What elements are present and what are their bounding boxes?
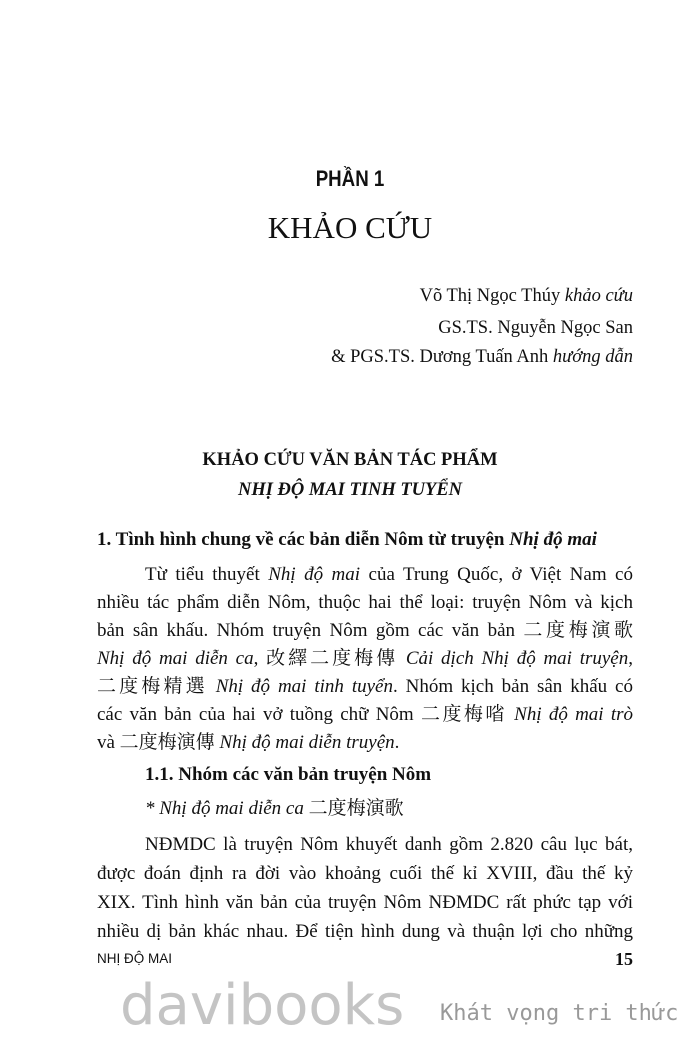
italic-text: * Nhị độ mai diễn ca (145, 798, 304, 819)
italic-text: Nhị độ mai (268, 564, 361, 585)
italic-text: khảo cứu (564, 286, 633, 306)
italic-text: Nhị độ mai tinh tuyển (215, 676, 393, 697)
text-run: 二度梅演歌 (303, 798, 404, 819)
italic-text: Nhị độ mai trò (514, 704, 633, 725)
italic-text: Nhị độ mai (509, 529, 597, 550)
paragraph-line (145, 833, 633, 857)
text-run: của Trung Quốc, ở Việt Nam có (360, 564, 633, 585)
paragraph-line (97, 703, 633, 727)
paragraph-line (145, 563, 633, 587)
text-run: các văn bản của hai vở tuồng chữ Nôm 二度梅㗂 (97, 704, 515, 725)
text-run: . Nhóm kịch bản sân khấu có (392, 676, 633, 697)
author-line (331, 347, 633, 368)
part-title: KHẢO CỨU (267, 210, 433, 245)
text-run: nhiều tác phẩm diễn Nôm, thuộc hai thể loại: truyện Nôm và kịch (97, 592, 633, 613)
part-label: PHẦN 1 (315, 166, 385, 191)
author-line (438, 318, 633, 339)
text-run: & PGS.TS. Dương Tuấn Anh (331, 347, 553, 367)
text-run: và 二度梅演傳 (97, 732, 220, 753)
watermark-slogan: Khát vọng tri thức (440, 1001, 679, 1026)
chapter-title: KHẢO CỨU VĂN BẢN TÁC PHẨM (202, 450, 498, 470)
section-heading (145, 763, 633, 787)
paragraph-line (97, 675, 633, 699)
text-run: được đoán định ra đời vào khoảng cuối thế kỉ XVIII, đầu thế kỷ (97, 863, 633, 884)
watermark-brand: davibooks (120, 973, 405, 1038)
text-run: , 改繹二度梅傳 (253, 648, 406, 669)
text-run: , (628, 648, 633, 669)
text-run: NĐMDC là truyện Nôm khuyết danh gồm 2.820 câu lục bát, (145, 834, 633, 855)
text-run: nhiều dị bản khác nhau. Để tiện hình dung và thuận lợi cho những (97, 921, 633, 942)
text-run: GS.TS. Nguyễn Ngọc San (438, 318, 633, 338)
author-line (420, 286, 633, 307)
italic-text: Nhị độ mai diễn truyện (219, 732, 395, 753)
italic-text: Nhị độ mai diễn ca (97, 648, 254, 669)
text-run: XIX. Tình hình văn bản của truyện Nôm NĐMDC rất phức tạp với (97, 892, 633, 913)
text-run: Từ tiểu thuyết (145, 564, 269, 585)
text-run: bản sân khấu. Nhóm truyện Nôm gồm các văn bản 二度梅演歌 (97, 620, 633, 641)
paragraph-line (97, 731, 633, 755)
paragraph-line (97, 619, 633, 643)
text-run: . (394, 732, 400, 753)
section-heading (97, 528, 633, 552)
text-run: 1.1. Nhóm các văn bản truyện Nôm (145, 764, 432, 785)
text-run: Võ Thị Ngọc Thúy (419, 286, 565, 306)
chapter-subtitle: NHỊ ĐỘ MAI TINH TUYỂN (237, 480, 463, 500)
page-number: 15 (615, 949, 633, 969)
paragraph-line (97, 891, 633, 915)
italic-text: Cải dịch Nhị độ mai truyện (405, 648, 629, 669)
text-run: 二度梅精選 (97, 676, 216, 697)
running-title: NHỊ ĐỘ MAI (97, 951, 173, 966)
italic-text: hướng dẫn (552, 347, 633, 367)
paragraph-line (97, 591, 633, 615)
paragraph-line (97, 862, 633, 886)
text-run: 1. Tình hình chung về các bản diễn Nôm từ truyện (97, 529, 510, 550)
paragraph-line (97, 920, 633, 944)
paragraph-line (97, 647, 633, 671)
paragraph-line (145, 797, 633, 821)
